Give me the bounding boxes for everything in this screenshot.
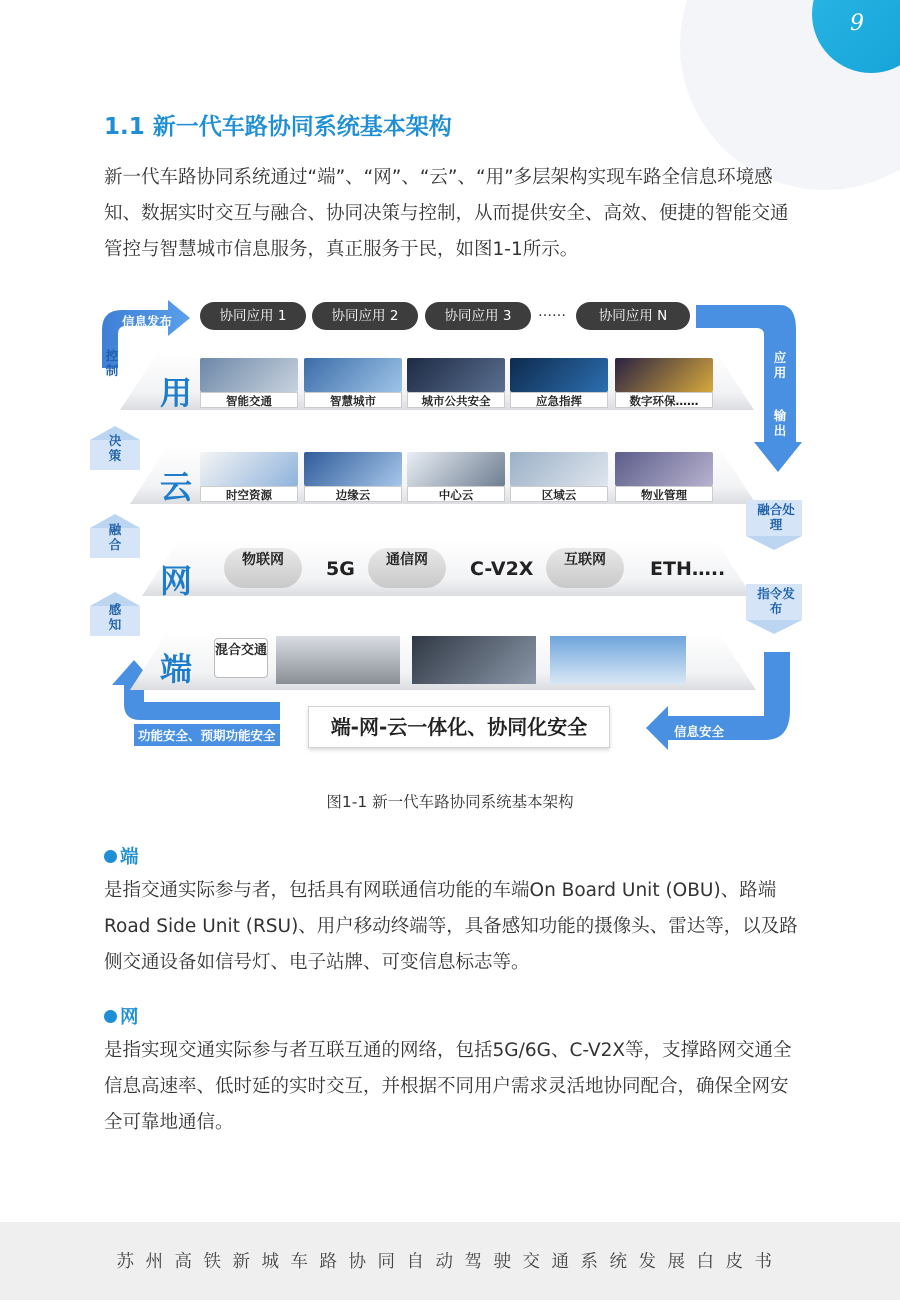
footer-title: 苏州高铁新城车路协同自动驾驶交通系统发展白皮书 bbox=[116, 1252, 784, 1272]
label-decision: 决策 bbox=[108, 433, 122, 463]
tile-eco: 数字环保…… bbox=[615, 358, 713, 408]
layer-wang-label: 网 bbox=[160, 562, 193, 600]
bullet-duan-title: 端 bbox=[104, 843, 139, 869]
tile-smart-traffic: 智能交通 bbox=[200, 358, 298, 408]
label-fusion: 融合 bbox=[108, 522, 122, 552]
label-control: 控制 bbox=[105, 348, 119, 378]
down-arrow-fusion bbox=[746, 536, 802, 550]
bullet-wang-text: 是指实现交通实际参与者互联互通的网络，包括5G/6G、C-V2X等，支撑路网交通全信息高速率、低时延的实时交互，并根据不同用户需求灵活地协同配合，确保全网安全可靠地通信。 bbox=[104, 1040, 792, 1133]
label-app: 应用 bbox=[773, 350, 787, 380]
label-perception: 感知 bbox=[108, 602, 122, 632]
figure-caption: 图1-1 新一代车路协同系统基本架构 bbox=[326, 793, 574, 811]
app-pill-n: 协同应用 N bbox=[576, 302, 690, 330]
cloud-internet: 互联网 bbox=[546, 548, 624, 588]
factory-image bbox=[412, 636, 536, 684]
bullet-wang-title: 网 bbox=[104, 1003, 139, 1029]
tile-public-safety: 城市公共安全 bbox=[407, 358, 505, 408]
page-footer bbox=[0, 1222, 900, 1300]
tile-center-cloud: 中心云 bbox=[407, 452, 505, 502]
section-title: 1.1 新一代车路协同系统基本架构 bbox=[104, 114, 452, 140]
tile-edge-cloud: 边缘云 bbox=[304, 452, 402, 502]
label-fusion-process: 融合处理 bbox=[757, 502, 795, 532]
airplane-image bbox=[550, 636, 686, 684]
net-eth: ETH….. bbox=[650, 558, 726, 580]
bullet-dot-icon bbox=[104, 850, 117, 863]
car-image bbox=[276, 636, 400, 684]
label-command: 指令发布 bbox=[757, 586, 795, 616]
cloud-iot: 物联网 bbox=[224, 548, 302, 588]
architecture-diagram bbox=[90, 290, 802, 760]
tile-region-cloud: 区域云 bbox=[510, 452, 608, 502]
app-pill-3: 协同应用 3 bbox=[425, 302, 531, 330]
integration-banner: 端-网-云一体化、协同化安全 bbox=[308, 706, 610, 748]
layer-yong-label: 用 bbox=[160, 374, 193, 412]
tile-property: 物业管理 bbox=[615, 452, 713, 502]
down-arrow-command bbox=[746, 620, 802, 634]
label-output: 输出 bbox=[773, 408, 787, 438]
label-info-security: 信息安全 bbox=[674, 724, 725, 739]
layer-duan-label: 端 bbox=[160, 650, 193, 688]
bullet-duan-text: 是指交通实际参与者，包括具有网联通信功能的车端On Board Unit (OBU)、路端Road Side Unit (RSU)、用户移动终端等，具备感知功能的摄像头、雷达等，以及路侧交通设备如信号灯、电子站牌、可变信息标志等。 bbox=[104, 880, 798, 973]
label-info-publish: 信息发布 bbox=[122, 314, 173, 329]
net-5g: 5G bbox=[326, 558, 355, 580]
label-function-safety: 功能安全、预期功能安全 bbox=[134, 724, 280, 746]
tile-emergency: 应急指挥 bbox=[510, 358, 608, 408]
layer-yun-label: 云 bbox=[160, 468, 193, 506]
net-cv2x: C-V2X bbox=[470, 558, 534, 580]
tile-smart-city: 智慧城市 bbox=[304, 358, 402, 408]
bullet-dot-icon bbox=[104, 1010, 117, 1023]
page-number: 9 bbox=[850, 11, 864, 36]
tile-spatiotemporal: 时空资源 bbox=[200, 452, 298, 502]
mixed-traffic-box: 混合交通 bbox=[214, 638, 268, 678]
app-ellipsis: …… bbox=[538, 304, 566, 320]
app-pill-2: 协同应用 2 bbox=[312, 302, 418, 330]
cloud-comm: 通信网 bbox=[368, 548, 446, 588]
intro-paragraph: 新一代车路协同系统通过“端”、“网”、“云”、“用”多层架构实现车路全信息环境感知、数据实时交互与融合、协同决策与控制，从而提供安全、高效、便捷的智能交通管控与智慧城市信息服务，真正服务于民，如图1-1所示。 bbox=[104, 167, 789, 260]
app-pill-1: 协同应用 1 bbox=[200, 302, 306, 330]
